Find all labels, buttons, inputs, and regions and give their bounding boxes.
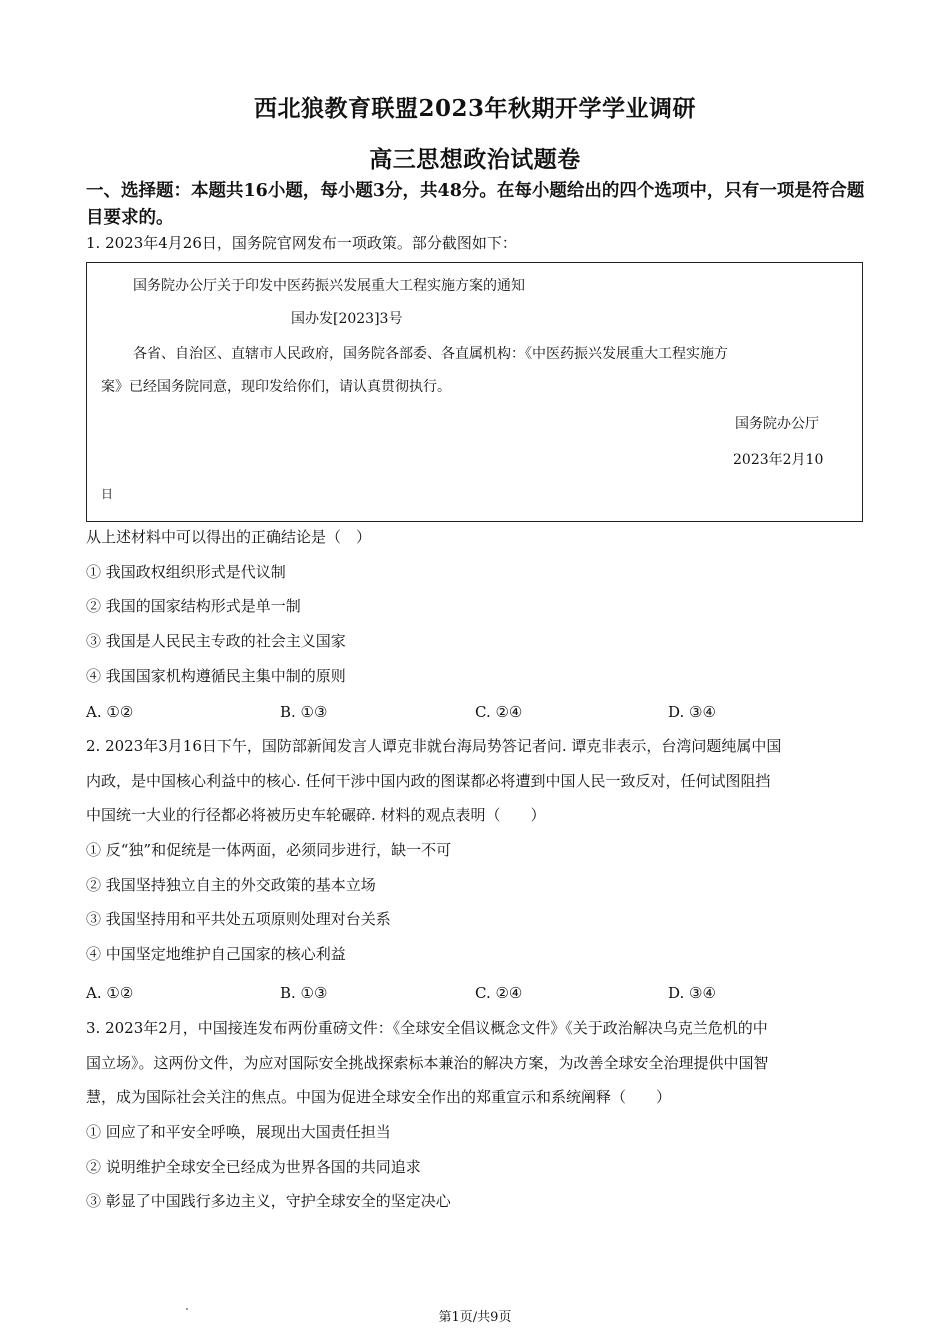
question-1-stem: 1. 2023年4月26日，国务院官网发布一项政策。部分截图如下： bbox=[86, 234, 517, 252]
exam-title-line1: 西北狼教育联盟2023年秋期开学学业调研 bbox=[253, 95, 696, 122]
question-2-stem-line3: 中国统一大业的行径都必将被历史车轮碾碎. 材料的观点表明（ ） bbox=[86, 806, 546, 825]
document-body-line1: 各省、自治区、直辖市人民政府，国务院各部委、各直属机构：《中医药振兴发展重大工程实施方 bbox=[133, 346, 728, 362]
option-d: D. ③④ bbox=[668, 703, 716, 721]
question-2-statement-3: ③ 我国坚持用和平共处五项原则处理对台关系 bbox=[86, 910, 391, 929]
option-b: B. ①③ bbox=[280, 984, 328, 1002]
section-heading: 一、选择题：本题共16小题，每小题3分，共48分。在每小题给出的四个选项中，只有一项是符合题目要求的。 bbox=[86, 181, 865, 228]
question-3-stem-line1: 3. 2023年2月，中国接连发布两份重磅文件：《全球安全倡议概念文件》《关于政治解决乌克兰危机的中 bbox=[86, 1019, 768, 1037]
document-date: 2023年2月10 bbox=[733, 452, 824, 468]
question-1-statement-1: ① 我国政权组织形式是代议制 bbox=[86, 562, 286, 581]
question-1-statement-4: ④ 我国国家机构遵循民主集中制的原则 bbox=[86, 666, 346, 685]
document-sender: 国务院办公厅 bbox=[735, 416, 819, 432]
question-3-statement-3: ③ 彰显了中国践行多边主义，守护全球安全的坚定决心 bbox=[86, 1192, 451, 1211]
document-date-day: 日 bbox=[101, 487, 114, 501]
question-1-prompt: 从上述材料中可以得出的正确结论是（ ） bbox=[86, 528, 372, 546]
question-3-stem-line2: 国立场》。这两份文件，为应对国际安全挑战探索标本兼治的解决方案，为改善全球安全治理提供中国智 bbox=[86, 1053, 769, 1072]
exam-title-line2: 高三思想政治试题卷 bbox=[369, 146, 581, 173]
question-1-options bbox=[86, 695, 866, 729]
option-c: C. ②④ bbox=[475, 984, 523, 1002]
question-3-stem-line3: 慧，成为国际社会关注的焦点。中国为促进全球安全作出的郑重宣示和系统阐释（ ） bbox=[86, 1088, 672, 1107]
option-d: D. ③④ bbox=[668, 984, 716, 1002]
question-1-statement-2: ② 我国的国家结构形式是单一制 bbox=[86, 597, 301, 616]
question-3-statement-1: ① 回应了和平安全呼唤，展现出大国责任担当 bbox=[86, 1123, 391, 1142]
document-title: 国务院办公厅关于印发中医药振兴发展重大工程实施方案的通知 bbox=[133, 278, 525, 294]
option-a: A. ①② bbox=[86, 703, 134, 721]
option-b: B. ①③ bbox=[280, 703, 328, 721]
question-2-statement-4: ④ 中国坚定地维护自己国家的核心利益 bbox=[86, 945, 346, 964]
page-footer: 第1页/共9页 bbox=[438, 1310, 512, 1325]
option-c: C. ②④ bbox=[475, 703, 523, 721]
option-a: A. ①② bbox=[86, 984, 134, 1002]
document-body-line2: 案》已经国务院同意，现印发给你们，请认真贯彻执行。 bbox=[101, 379, 451, 395]
question-1-statement-3: ③ 我国是人民民主专政的社会主义国家 bbox=[86, 632, 346, 651]
question-3-statement-2: ② 说明维护全球安全已经成为世界各国的共同追求 bbox=[86, 1157, 421, 1176]
question-2-body bbox=[86, 729, 870, 972]
question-2-statement-2: ② 我国坚持独立自主的外交政策的基本立场 bbox=[86, 875, 376, 894]
question-2-stem-line1: 2. 2023年3月16日下午，国防部新闻发言人谭克非就台海局势答记者问. 谭克非表示，台湾问题纯属中国 bbox=[86, 737, 782, 755]
question-2-options bbox=[86, 976, 866, 1010]
policy-document-excerpt bbox=[86, 262, 863, 522]
document-number: 国办发[2023]3号 bbox=[291, 311, 403, 327]
question-1-body bbox=[86, 520, 870, 693]
question-2-stem-line2: 内政，是中国核心利益中的核心. 任何干涉中国内政的图谋都必将遭到中国人民一致反对，任何试图阻挡 bbox=[86, 771, 771, 790]
question-3-body bbox=[86, 1011, 870, 1219]
question-2-statement-1: ① 反“独”和促统是一体两面，必须同步进行，缺一不可 bbox=[86, 841, 452, 860]
